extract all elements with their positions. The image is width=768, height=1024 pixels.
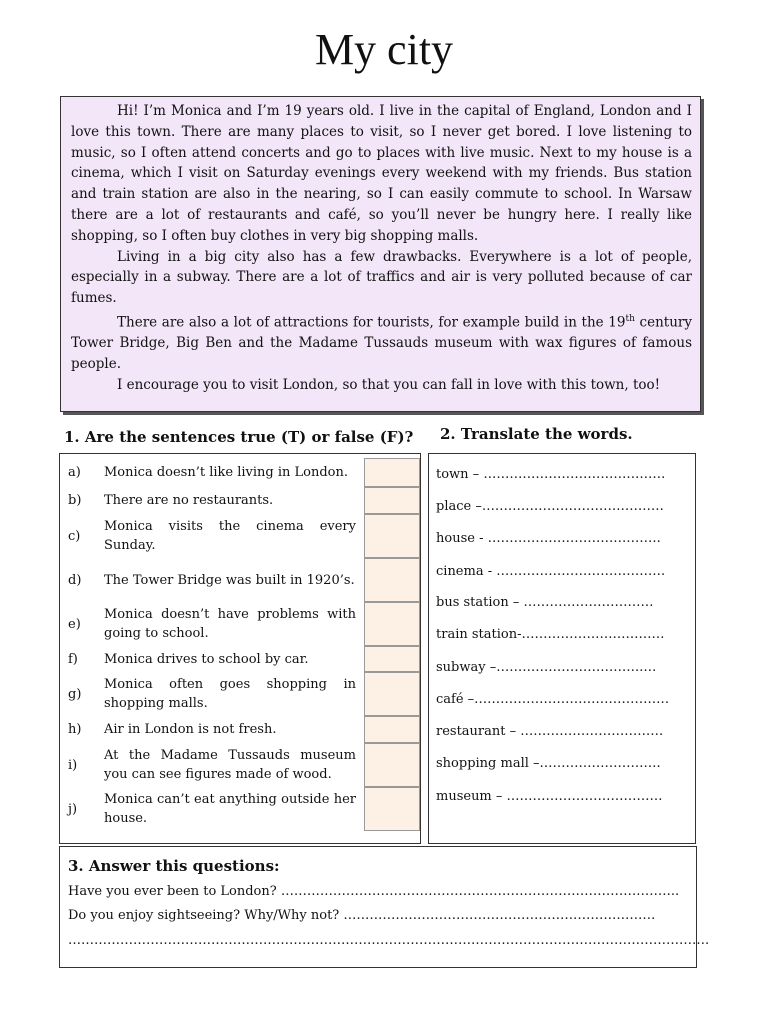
translation-item[interactable]: museum – ……………………………… (436, 789, 663, 804)
item-text: At the Madame Tussauds museum you can see figures made of wood. (104, 748, 356, 782)
item-text: The Tower Bridge was built in 1920’s. (104, 572, 355, 588)
translate-heading: 2. Translate the words. (440, 425, 633, 443)
translation-item[interactable]: shopping mall –………………………. (436, 756, 661, 771)
passage-paragraph-3-text-b: century Tower Bridge, Big Ben and the Madame Tussauds museum with wax figures of famous people. (71, 314, 692, 373)
item-letter: f) (68, 651, 78, 667)
true-false-item (60, 716, 364, 743)
question-line[interactable]: Have you ever been to London? ……………………………………………………………………………….. (68, 884, 680, 899)
true-false-item (60, 672, 364, 716)
question-line[interactable]: Do you enjoy sightseeing? Why/Why not? ……………………………………………………………… (68, 908, 656, 923)
passage-paragraph-3-text-a: There are also a lot of attractions for tourists, for example build in the 19 (117, 314, 626, 331)
true-false-item (60, 514, 364, 558)
item-letter: b) (68, 493, 82, 508)
answer-cell[interactable] (364, 458, 420, 487)
item-letter: a) (68, 465, 81, 480)
item-text: Air in London is not fresh. (104, 722, 277, 737)
true-false-item (60, 646, 364, 672)
answer-line[interactable]: …………………………………………………………………………………………………………………………………. (68, 933, 710, 948)
item-text: There are no restaurants. (104, 493, 274, 508)
questions-heading: 3. Answer this questions: (68, 857, 280, 875)
answer-cell[interactable] (364, 743, 420, 787)
translation-list (428, 453, 696, 844)
item-letter: d) (68, 572, 82, 588)
true-false-item (60, 487, 364, 514)
answer-cell[interactable] (364, 602, 420, 646)
translation-item[interactable]: cinema - ………………………………… (436, 564, 666, 579)
item-text: Monica visits the cinema every Sunday. (104, 519, 356, 553)
item-text: Monica doesn’t have problems with going to school. (104, 607, 356, 641)
answer-cell[interactable] (364, 787, 420, 831)
item-text: Monica drives to school by car. (104, 651, 309, 667)
item-letter: j) (68, 801, 78, 817)
translation-item[interactable]: house - …………………………………. (436, 531, 661, 546)
item-letter: e) (68, 616, 81, 632)
item-letter: i) (68, 757, 78, 773)
translation-item[interactable]: place –…………………………………… (436, 499, 664, 514)
true-false-item (60, 602, 364, 646)
translation-item[interactable]: town – …………………………………… (436, 467, 666, 482)
answer-cell[interactable] (364, 487, 420, 514)
translation-item[interactable]: subway –…………………………….… (436, 660, 657, 675)
item-letter: h) (68, 722, 82, 737)
true-false-item (60, 558, 364, 602)
item-text: Monica often goes shopping in shopping malls. (104, 677, 356, 711)
passage-paragraph-3 (71, 309, 692, 375)
answer-cell[interactable] (364, 514, 420, 558)
true-false-item (60, 458, 364, 487)
true-false-item (60, 787, 364, 831)
true-false-item (60, 743, 364, 787)
item-letter: g) (68, 686, 82, 702)
passage-superscript: th (625, 313, 635, 324)
translation-item[interactable]: bus station – ………………………… (436, 595, 654, 610)
answer-cell[interactable] (364, 716, 420, 743)
answer-cell[interactable] (364, 646, 420, 672)
item-text: Monica doesn’t like living in London. (104, 465, 349, 480)
translation-item[interactable]: restaurant – …………………………… (436, 724, 664, 739)
item-letter: c) (68, 528, 81, 544)
true-false-table (59, 453, 421, 844)
translation-item[interactable]: train station-…………………………… (436, 627, 665, 642)
true-false-heading: 1. Are the sentences true (T) or false (F)? (64, 428, 414, 446)
page-title: My city (314, 25, 454, 74)
passage-paragraph-4: I encourage you to visit London, so that you can fall in love with this town, too! (117, 376, 661, 393)
answer-cell[interactable] (364, 672, 420, 716)
questions-section (59, 846, 710, 968)
translation-item[interactable]: café –……………………………………… (436, 692, 670, 707)
passage-paragraph-2: Living in a big city also has a few drawbacks. Everywhere is a lot of people, especially in a subway. There are a lot of traffics and air is very polluted because of car fumes. (71, 248, 692, 307)
item-text: Monica can’t eat anything outside her house. (104, 792, 356, 826)
reading-passage (60, 96, 701, 412)
answer-cell[interactable] (364, 558, 420, 602)
passage-paragraph-1: Hi! I’m Monica and I’m 19 years old. I live in the capital of England, London and I love this town. There are many places to visit, so I never get bored. I love listening to music, so I often attend concerts and go to places with live music. Next to my house is a cinema, which I visit on Saturday evenings every weekend with my friends. Bus station and train station are also in the nearing, so I can easily commute to school. In Warsaw there are a lot of restaurants and café, so you’ll never be hungry here. I really like shopping, so I often buy clothes in very big shopping malls. (71, 103, 692, 244)
